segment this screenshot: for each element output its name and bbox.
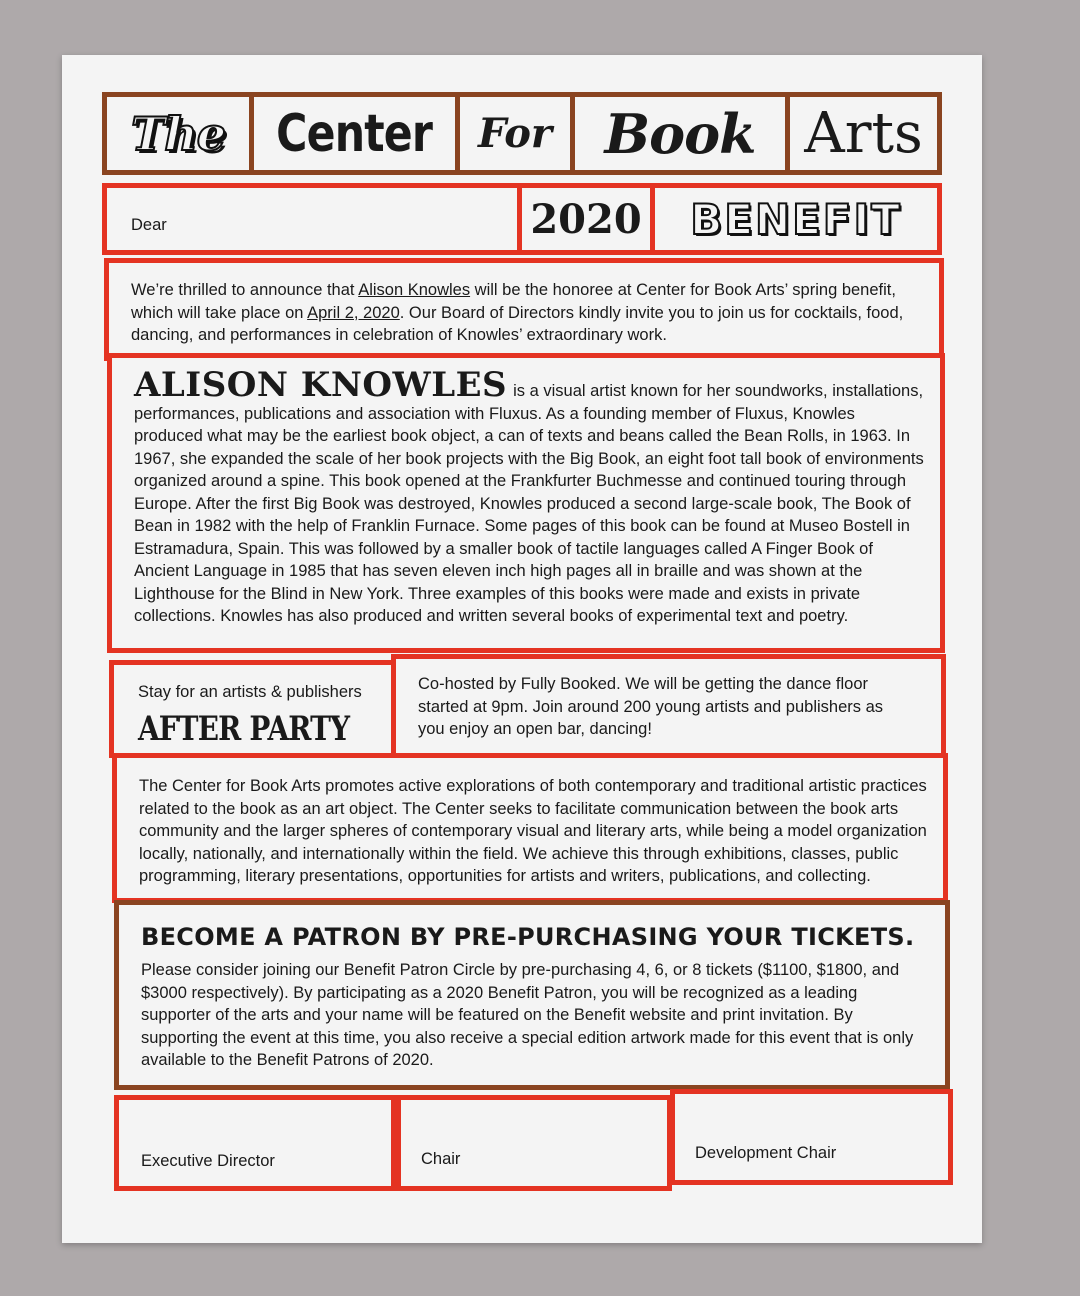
patron-heading: BECOME A PATRON BY PRE-PURCHASING YOUR TICKETS. (141, 923, 915, 951)
salutation: Dear (131, 216, 167, 234)
honoree-link[interactable]: Alison Knowles (358, 281, 471, 299)
announcement-part2: will be the honoree at Center for Book Arts’ spring benefit, which will take place on (131, 281, 896, 322)
year-box (517, 183, 655, 255)
title-word-for: For (478, 110, 552, 157)
invitation-page (62, 55, 982, 1243)
bio-name-heading: ALISON KNOWLES (134, 365, 508, 405)
mission-box (112, 753, 948, 903)
after-party-intro: Stay for an artists & publishers (138, 683, 362, 701)
mission-text: The Center for Book Arts promotes active explorations of both contemporary and traditional artistic practices related to the book as an art object. The Center seeks to facilitate communication between the book arts community and the larger spheres of contemporary visual and literary arts, while being a model organization locally, nationally, and internationally within the field. We achieve this through exhibitions, classes, public programming, literary presentations, opportunities for artists and writers, publications, and collecting. (139, 777, 927, 885)
signature-box-chair (396, 1095, 672, 1191)
bio-box (107, 353, 945, 653)
bio-text (134, 365, 928, 628)
bio-description: is a visual artist known for her soundworks, installations, performances, publications and association with Fluxus. As a founding member of Fluxus, Knowles produced what may be the earliest book object, a can of texts and beans called the Bean Rolls, in 1963. In 1967, she expanded the scale of her book projects with the Big Book, an eight foot tall book of environments organized around a spine. This book opened at the Frankfurter Buchmesse and continued touring through Europe. After the first Big Book was destroyed, Knowles produced a second large-scale book, The Book of Bean in 1982 with the help of Franklin Furnace. Some pages of this book can be found at Museo Bostell in Estramadura, Spain. This was followed by a smaller book of tactile languages called A Finger Book of Ancient Language in 1985 that has seven eleven inch high pages all in braille and was shown at the Lighthouse for the Blind in New York. Three examples of this books were made and exists in private collections. Knowles has also produced and written several books of experimental text and poetry. (134, 382, 924, 625)
title-box-book (570, 92, 790, 175)
title-word-the: The (131, 106, 225, 161)
signature-label-chair: Chair (421, 1150, 461, 1168)
signature-label-development-chair: Development Chair (695, 1144, 837, 1162)
announcement-part3: . Our Board of Directors kindly invite you to join us for cocktails, food, dancing, and performances in celebration of Knowles’ extraordinary work. (131, 303, 904, 344)
title-word-center: Center (276, 103, 433, 164)
patron-text: Please consider joining our Benefit Patron Circle by pre-purchasing 4, 6, or 8 tickets ($1100, $1800, and $3000 respectively). By participating as a 2020 Benefit Patron, you will be recognized as a leading supporter of the arts and your name will be featured on the Benefit website and print invitation. By supporting the event at this time, you also receive a special edition artwork made for this event that is only available to the Benefit Patrons of 2020. (141, 961, 914, 1069)
salutation-box (102, 183, 522, 255)
title-box-arts (785, 92, 942, 175)
event-date-link[interactable]: April 2, 2020 (307, 303, 400, 322)
title-word-arts: Arts (804, 101, 923, 166)
title-box-the (102, 92, 254, 175)
signature-box-executive-director (114, 1095, 396, 1191)
signature-label-executive-director: Executive Director (141, 1152, 275, 1170)
year-label: 2020 (530, 195, 642, 243)
title-box-center (249, 92, 460, 175)
after-party-details: Co-hosted by Fully Booked. We will be getting the dance floor started at 9pm. Join around 200 young artists and publishers as you enjoy an open bar, dancing! (418, 675, 884, 738)
signature-box-development-chair (670, 1089, 953, 1185)
after-party-details-box (391, 654, 946, 758)
title-word-book: Book (604, 101, 756, 166)
after-party-heading: AFTER PARTY (138, 709, 350, 749)
title-box-for (455, 92, 575, 175)
announcement-text (131, 279, 921, 347)
announcement-part1: We’re thrilled to announce that (131, 281, 359, 299)
benefit-box (650, 183, 942, 255)
after-party-box (109, 660, 396, 758)
announcement-box (104, 258, 944, 361)
benefit-label: BENEFIT (690, 194, 902, 244)
patron-box (114, 900, 950, 1090)
